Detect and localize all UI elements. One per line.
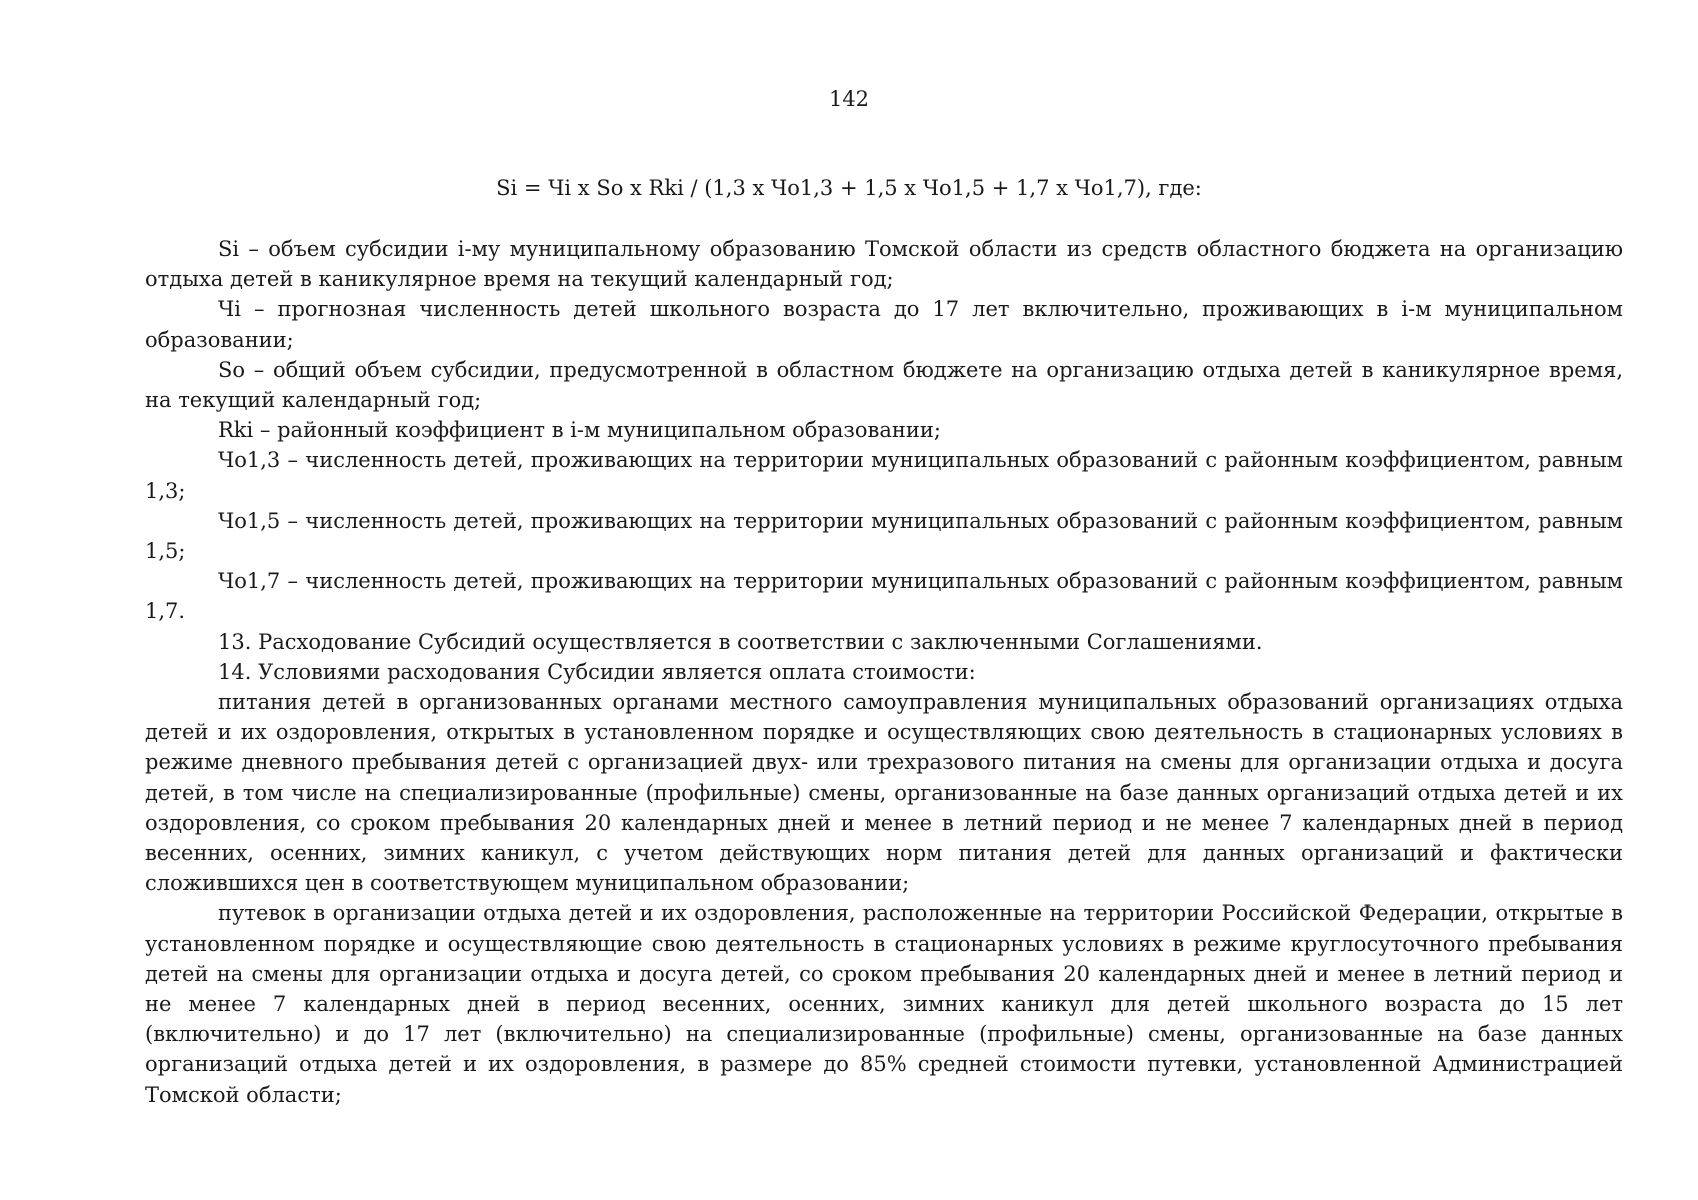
paragraph-item-14: 14. Условиями расходования Субсидии является оплата стоимости: xyxy=(218,659,976,684)
paragraph-si-definition: Si – объем субсидии i-му муниципальному образованию Томской области из средств областного бюджета на организацию отдыха детей в каникулярное время на текущий календарный год; xyxy=(145,237,1623,292)
paragraph-cho17-definition: Чо1,7 – численность детей, проживающих на территории муниципальных образований с районным коэффициентом, равным 1,7. xyxy=(145,569,1623,624)
page-number: 142 xyxy=(828,87,870,111)
paragraph-meals-cost: питания детей в организованных органами местного самоуправления муниципальных образований организациях отдыха детей и их оздоровления, открытых в установленном порядке и осуществляющих свою деятельность в стационарных условиях в режиме дневного пребывания детей с организацией двух- или трехразового питания на смены для организации отдыха и досуга детей, в том числе на специализированные (профильные) смены, организованные на базе данных организаций отдыха детей и их оздоровления, со сроком пребывания 20 календарных дней и менее в летний период и не менее 7 календарных дней в период весенних, осенних, зимних каникул, с учетом действующих норм питания детей для данных организаций и фактически сложившихся цен в соответствующем муниципальном образовании; xyxy=(145,690,1623,896)
paragraph-rki-definition: Rki – районный коэффициент в i-м муниципальном образовании; xyxy=(218,418,941,443)
paragraph-chi-definition: Чi – прогнозная численность детей школьного возраста до 17 лет включительно, проживающих в i-м муниципальном образовании; xyxy=(145,297,1623,352)
paragraph-cho15-definition: Чо1,5 – численность детей, проживающих на территории муниципальных образований с районным коэффициентом, равным 1,5; xyxy=(145,508,1623,564)
paragraph-item-13: 13. Расходование Субсидий осуществляется в соответствии с заключенными Соглашениями. xyxy=(218,629,1263,654)
paragraph-vouchers-cost: путевок в организации отдыха детей и их оздоровления, расположенные на территории Российской Федерации, открытые в установленном порядке и осуществляющие свою деятельность в стационарных условиях в режиме круглосуточного пребывания детей на смены для организации отдыха и досуга детей, со сроком пребывания 20 календарных дней и менее в летний период и не менее 7 календарных дней в период весенних, осенних, зимних каникул для детей школьного возраста до 15 лет (включительно) и до 17 лет (включительно) на специализированные (профильные) смены, организованные на базе данных организаций отдыха детей и их оздоровления, в размере до 85% средней стоимости путевки, установленной Администрацией Томской области; xyxy=(145,901,1623,1107)
subsidy-formula: Si = Чi х So х Rki / (1,3 х Чо1,3 + 1,5 х Чо1,5 + 1,7 х Чо1,7), где: xyxy=(496,176,1202,200)
document-body xyxy=(145,234,1623,1110)
paragraph-so-definition: So – общий объем субсидии, предусмотренной в областном бюджете на организацию отдыха детей в каникулярное время, на текущий календарный год; xyxy=(145,357,1623,413)
paragraph-cho13-definition: Чо1,3 – численность детей, проживающих на территории муниципальных образований с районным коэффициентом, равным 1,3; xyxy=(145,448,1623,503)
